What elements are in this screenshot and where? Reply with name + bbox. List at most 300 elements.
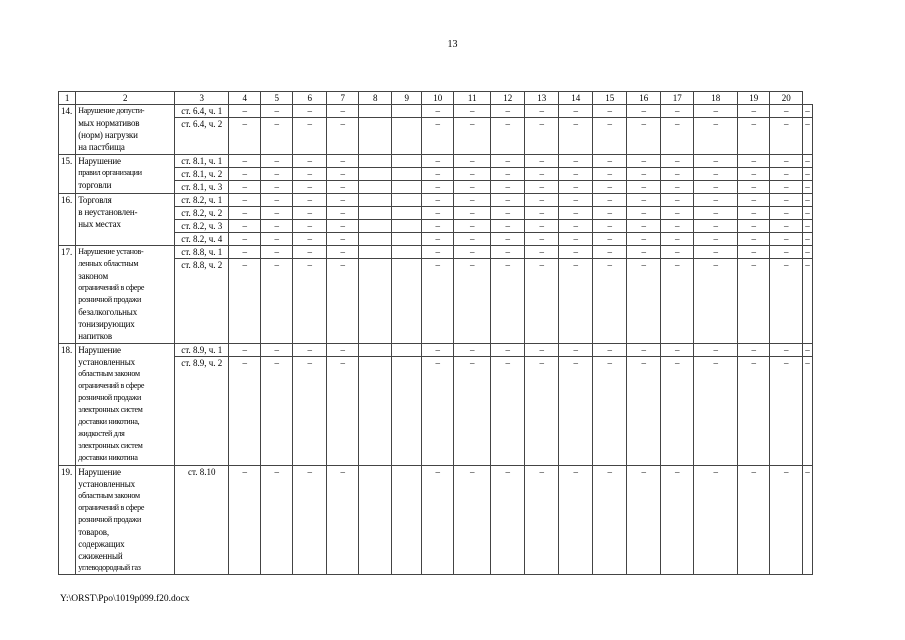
value-cell: – — [454, 207, 491, 220]
empty-cell — [392, 233, 422, 246]
value-cell: – — [661, 259, 694, 344]
value-cell: – — [694, 259, 738, 344]
value-cell: – — [454, 181, 491, 194]
value-cell: – — [422, 194, 454, 207]
value-cell: – — [261, 246, 293, 259]
empty-cell — [392, 181, 422, 194]
value-cell: – — [454, 155, 491, 168]
value-cell: – — [593, 181, 627, 194]
value-cell: – — [593, 344, 627, 357]
value-cell: – — [491, 207, 525, 220]
value-cell: – — [293, 246, 327, 259]
offense-name-line: сжиженный — [78, 551, 123, 561]
offense-name — [76, 466, 175, 575]
value-cell: – — [422, 207, 454, 220]
offense-name-line: ленных областным — [78, 259, 139, 268]
value-cell: – — [559, 155, 593, 168]
offense-name-line: электронных систем — [78, 405, 143, 414]
offense-name-line: законом — [78, 271, 109, 281]
value-cell: – — [627, 105, 661, 118]
empty-cell — [392, 357, 422, 466]
article-reference: ст. 8.9, ч. 2 — [175, 357, 229, 466]
value-cell: – — [738, 118, 770, 155]
empty-cell — [359, 466, 392, 575]
value-cell: – — [559, 168, 593, 181]
value-cell: – — [525, 259, 559, 344]
offense-name-line: правил организации — [78, 168, 142, 177]
value-cell: – — [803, 155, 813, 168]
empty-cell — [359, 155, 392, 168]
empty-cell — [359, 181, 392, 194]
value-cell: – — [661, 168, 694, 181]
column-number-cell: 19 — [738, 92, 770, 105]
article-reference: ст. 8.2, ч. 1 — [175, 194, 229, 207]
value-cell: – — [454, 220, 491, 233]
empty-cell — [392, 118, 422, 155]
value-cell: – — [738, 168, 770, 181]
value-cell: – — [525, 181, 559, 194]
value-cell: – — [293, 194, 327, 207]
value-cell: – — [525, 220, 559, 233]
offense-name-line: содержащих — [78, 539, 125, 549]
column-number-row — [59, 92, 813, 105]
value-cell: – — [491, 344, 525, 357]
column-number-cell: 4 — [229, 92, 261, 105]
value-cell: – — [627, 220, 661, 233]
value-cell: – — [770, 246, 803, 259]
offense-name-line: Нарушение установ- — [78, 247, 144, 256]
value-cell: – — [627, 233, 661, 246]
table-row — [59, 344, 813, 357]
value-cell: – — [491, 220, 525, 233]
offense-name-line: ограничений в сфере — [78, 503, 145, 512]
value-cell: – — [661, 466, 694, 575]
value-cell: – — [627, 194, 661, 207]
value-cell: – — [770, 118, 803, 155]
value-cell: – — [770, 357, 803, 466]
value-cell: – — [694, 105, 738, 118]
value-cell: – — [559, 118, 593, 155]
value-cell: – — [327, 118, 359, 155]
article-reference: ст. 8.1, ч. 2 — [175, 168, 229, 181]
offense-name-line: тонизирующих — [78, 319, 135, 329]
value-cell: – — [491, 357, 525, 466]
value-cell: – — [422, 220, 454, 233]
value-cell: – — [770, 194, 803, 207]
value-cell: – — [661, 246, 694, 259]
value-cell: – — [559, 246, 593, 259]
article-reference: ст. 6.4, ч. 2 — [175, 118, 229, 155]
offense-name-line: установленных — [78, 479, 135, 489]
value-cell: – — [229, 259, 261, 344]
value-cell: – — [627, 344, 661, 357]
file-path-footer: Y:\ORST\Ppo\1019p099.f20.docx — [60, 594, 190, 604]
table-row — [59, 194, 813, 207]
row-number: 14. — [59, 105, 76, 155]
value-cell: – — [261, 259, 293, 344]
value-cell: – — [525, 233, 559, 246]
value-cell: – — [661, 194, 694, 207]
column-number-cell: 15 — [593, 92, 627, 105]
article-reference: ст. 8.1, ч. 3 — [175, 181, 229, 194]
value-cell: – — [261, 118, 293, 155]
value-cell: – — [627, 168, 661, 181]
value-cell: – — [593, 194, 627, 207]
article-reference: ст. 8.2, ч. 2 — [175, 207, 229, 220]
value-cell: – — [525, 168, 559, 181]
value-cell: – — [491, 155, 525, 168]
value-cell: – — [593, 220, 627, 233]
value-cell: – — [293, 259, 327, 344]
value-cell: – — [694, 181, 738, 194]
value-cell: – — [491, 181, 525, 194]
value-cell: – — [593, 233, 627, 246]
offense-name — [76, 246, 175, 344]
value-cell: – — [261, 357, 293, 466]
value-cell: – — [803, 466, 813, 575]
value-cell: – — [261, 220, 293, 233]
offense-name-line: углеводородный газ — [78, 563, 141, 572]
offense-name-line: жидкостей для — [78, 429, 125, 438]
offense-name-line: мых нормативов — [78, 118, 140, 128]
value-cell: – — [770, 233, 803, 246]
value-cell: – — [803, 181, 813, 194]
table-row — [59, 105, 813, 118]
value-cell: – — [661, 105, 694, 118]
value-cell: – — [491, 105, 525, 118]
value-cell: – — [803, 344, 813, 357]
value-cell: – — [491, 246, 525, 259]
column-number-cell: 11 — [454, 92, 491, 105]
value-cell: – — [803, 259, 813, 344]
value-cell: – — [738, 155, 770, 168]
column-number-cell: 14 — [559, 92, 593, 105]
value-cell: – — [559, 344, 593, 357]
value-cell: – — [803, 168, 813, 181]
column-number-cell: 7 — [327, 92, 359, 105]
value-cell: – — [327, 259, 359, 344]
empty-cell — [359, 194, 392, 207]
offenses-table — [58, 91, 813, 575]
value-cell: – — [593, 466, 627, 575]
value-cell: – — [229, 181, 261, 194]
value-cell: – — [261, 344, 293, 357]
empty-cell — [359, 168, 392, 181]
empty-cell — [392, 259, 422, 344]
offense-name — [76, 194, 175, 246]
value-cell: – — [694, 118, 738, 155]
value-cell: – — [770, 466, 803, 575]
value-cell: – — [422, 259, 454, 344]
value-cell: – — [327, 168, 359, 181]
value-cell: – — [293, 105, 327, 118]
value-cell: – — [738, 233, 770, 246]
offense-name-line: торговли — [78, 180, 112, 190]
value-cell: – — [293, 220, 327, 233]
offense-name — [76, 344, 175, 466]
article-reference: ст. 8.8, ч. 2 — [175, 259, 229, 344]
offense-name-line: доставки никотина, — [78, 417, 140, 426]
empty-cell — [359, 220, 392, 233]
value-cell: – — [293, 168, 327, 181]
value-cell: – — [627, 357, 661, 466]
value-cell: – — [525, 194, 559, 207]
value-cell: – — [593, 168, 627, 181]
value-cell: – — [627, 246, 661, 259]
value-cell: – — [559, 233, 593, 246]
value-cell: – — [229, 105, 261, 118]
column-number-cell: 20 — [770, 92, 803, 105]
value-cell: – — [803, 207, 813, 220]
value-cell: – — [525, 344, 559, 357]
offense-name-line: Торговля — [78, 195, 112, 205]
value-cell: – — [627, 207, 661, 220]
value-cell: – — [559, 466, 593, 575]
table-row — [59, 466, 813, 575]
value-cell: – — [803, 246, 813, 259]
value-cell: – — [770, 155, 803, 168]
empty-cell — [392, 246, 422, 259]
value-cell: – — [661, 220, 694, 233]
offense-name-line: установленных — [78, 357, 135, 367]
value-cell: – — [694, 246, 738, 259]
value-cell: – — [525, 207, 559, 220]
offense-name — [76, 105, 175, 155]
value-cell: – — [422, 168, 454, 181]
value-cell: – — [491, 168, 525, 181]
offense-name-line: областным законом — [78, 369, 140, 378]
empty-cell — [359, 357, 392, 466]
column-number-cell: 16 — [627, 92, 661, 105]
empty-cell — [392, 344, 422, 357]
value-cell: – — [593, 207, 627, 220]
empty-cell — [359, 207, 392, 220]
value-cell: – — [559, 220, 593, 233]
offense-name-line: Нарушение — [78, 156, 121, 166]
offense-name — [76, 155, 175, 194]
value-cell: – — [422, 155, 454, 168]
value-cell: – — [770, 259, 803, 344]
offense-name-line: на пастбища — [78, 142, 125, 152]
offense-name-line: (норм) нагрузки — [78, 130, 138, 140]
value-cell: – — [661, 155, 694, 168]
value-cell: – — [803, 105, 813, 118]
column-number-cell: 1 — [59, 92, 76, 105]
value-cell: – — [738, 220, 770, 233]
value-cell: – — [422, 181, 454, 194]
value-cell: – — [738, 194, 770, 207]
value-cell: – — [593, 155, 627, 168]
offense-name-line: ных местах — [78, 219, 121, 229]
value-cell: – — [454, 344, 491, 357]
value-cell: – — [525, 118, 559, 155]
empty-cell — [359, 344, 392, 357]
value-cell: – — [803, 357, 813, 466]
value-cell: – — [694, 194, 738, 207]
row-number: 16. — [59, 194, 76, 246]
value-cell: – — [261, 155, 293, 168]
value-cell: – — [525, 155, 559, 168]
column-number-cell: 13 — [525, 92, 559, 105]
value-cell: – — [454, 118, 491, 155]
value-cell: – — [525, 246, 559, 259]
offense-name-line: Нарушение допусти- — [78, 106, 145, 115]
value-cell: – — [261, 194, 293, 207]
value-cell: – — [661, 118, 694, 155]
value-cell: – — [422, 357, 454, 466]
value-cell: – — [627, 155, 661, 168]
offense-name-line: ограничений в сфере — [78, 283, 145, 292]
column-number-cell: 8 — [359, 92, 392, 105]
value-cell: – — [261, 207, 293, 220]
row-number: 18. — [59, 344, 76, 466]
value-cell: – — [559, 259, 593, 344]
value-cell: – — [327, 194, 359, 207]
offense-name-line: товаров, — [78, 527, 109, 537]
value-cell: – — [559, 194, 593, 207]
value-cell: – — [627, 259, 661, 344]
value-cell: – — [559, 207, 593, 220]
value-cell: – — [229, 220, 261, 233]
value-cell: – — [293, 344, 327, 357]
value-cell: – — [661, 181, 694, 194]
value-cell: – — [229, 357, 261, 466]
value-cell: – — [770, 207, 803, 220]
value-cell: – — [593, 246, 627, 259]
table-row — [59, 155, 813, 168]
empty-cell — [392, 466, 422, 575]
value-cell: – — [694, 357, 738, 466]
value-cell: – — [422, 466, 454, 575]
value-cell: – — [229, 155, 261, 168]
value-cell: – — [694, 220, 738, 233]
value-cell: – — [422, 118, 454, 155]
article-reference: ст. 8.10 — [175, 466, 229, 575]
value-cell: – — [454, 194, 491, 207]
value-cell: – — [738, 105, 770, 118]
value-cell: – — [803, 194, 813, 207]
value-cell: – — [593, 118, 627, 155]
offense-name-line: доставки никотина — [78, 453, 138, 462]
value-cell: – — [261, 168, 293, 181]
value-cell: – — [627, 181, 661, 194]
value-cell: – — [454, 168, 491, 181]
empty-cell — [392, 155, 422, 168]
value-cell: – — [491, 118, 525, 155]
offense-name-line: розничной продажи — [78, 295, 141, 304]
value-cell: – — [661, 207, 694, 220]
column-number-cell: 18 — [694, 92, 738, 105]
empty-cell — [392, 207, 422, 220]
value-cell: – — [738, 466, 770, 575]
value-cell: – — [293, 155, 327, 168]
value-cell: – — [229, 246, 261, 259]
value-cell: – — [738, 344, 770, 357]
value-cell: – — [593, 259, 627, 344]
column-number-cell: 5 — [261, 92, 293, 105]
article-reference: ст. 8.1, ч. 1 — [175, 155, 229, 168]
column-number-cell: 3 — [175, 92, 229, 105]
value-cell: – — [593, 357, 627, 466]
value-cell: – — [261, 466, 293, 575]
value-cell: – — [422, 105, 454, 118]
empty-cell — [392, 194, 422, 207]
value-cell: – — [559, 105, 593, 118]
value-cell: – — [293, 466, 327, 575]
value-cell: – — [229, 233, 261, 246]
value-cell: – — [738, 246, 770, 259]
value-cell: – — [261, 233, 293, 246]
value-cell: – — [293, 207, 327, 220]
value-cell: – — [694, 344, 738, 357]
value-cell: – — [738, 259, 770, 344]
value-cell: – — [559, 357, 593, 466]
value-cell: – — [229, 118, 261, 155]
empty-cell — [359, 259, 392, 344]
offense-name-line: безалкогольных — [78, 307, 138, 317]
table-row — [59, 246, 813, 259]
offense-name-line: ограничений в сфере — [78, 381, 145, 390]
value-cell: – — [694, 155, 738, 168]
offense-name-line: Нарушение — [78, 467, 121, 477]
value-cell: – — [261, 181, 293, 194]
value-cell: – — [327, 344, 359, 357]
value-cell: – — [454, 466, 491, 575]
page-number: 13 — [447, 39, 458, 50]
empty-cell — [359, 118, 392, 155]
value-cell: – — [293, 118, 327, 155]
article-reference: ст. 6.4, ч. 1 — [175, 105, 229, 118]
value-cell: – — [661, 233, 694, 246]
value-cell: – — [229, 168, 261, 181]
value-cell: – — [327, 105, 359, 118]
empty-cell — [359, 246, 392, 259]
value-cell: – — [661, 357, 694, 466]
value-cell: – — [770, 168, 803, 181]
offense-name-line: электронных систем — [78, 441, 143, 450]
value-cell: – — [694, 168, 738, 181]
value-cell: – — [327, 357, 359, 466]
article-reference: ст. 8.8, ч. 1 — [175, 246, 229, 259]
empty-cell — [392, 220, 422, 233]
value-cell: – — [229, 194, 261, 207]
column-number-cell: 6 — [293, 92, 327, 105]
value-cell: – — [694, 207, 738, 220]
value-cell: – — [454, 259, 491, 344]
article-reference: ст. 8.2, ч. 4 — [175, 233, 229, 246]
value-cell: – — [694, 466, 738, 575]
value-cell: – — [593, 105, 627, 118]
value-cell: – — [525, 466, 559, 575]
row-number: 19. — [59, 466, 76, 575]
offense-name-line: Нарушение — [78, 345, 121, 355]
value-cell: – — [627, 118, 661, 155]
value-cell: – — [770, 181, 803, 194]
value-cell: – — [770, 105, 803, 118]
value-cell: – — [738, 181, 770, 194]
value-cell: – — [327, 207, 359, 220]
value-cell: – — [491, 466, 525, 575]
value-cell: – — [261, 105, 293, 118]
offense-name-line: розничной продажи — [78, 393, 141, 402]
value-cell: – — [803, 220, 813, 233]
value-cell: – — [694, 233, 738, 246]
value-cell: – — [327, 466, 359, 575]
column-number-cell: 17 — [661, 92, 694, 105]
value-cell: – — [454, 246, 491, 259]
value-cell: – — [422, 233, 454, 246]
value-cell: – — [454, 105, 491, 118]
